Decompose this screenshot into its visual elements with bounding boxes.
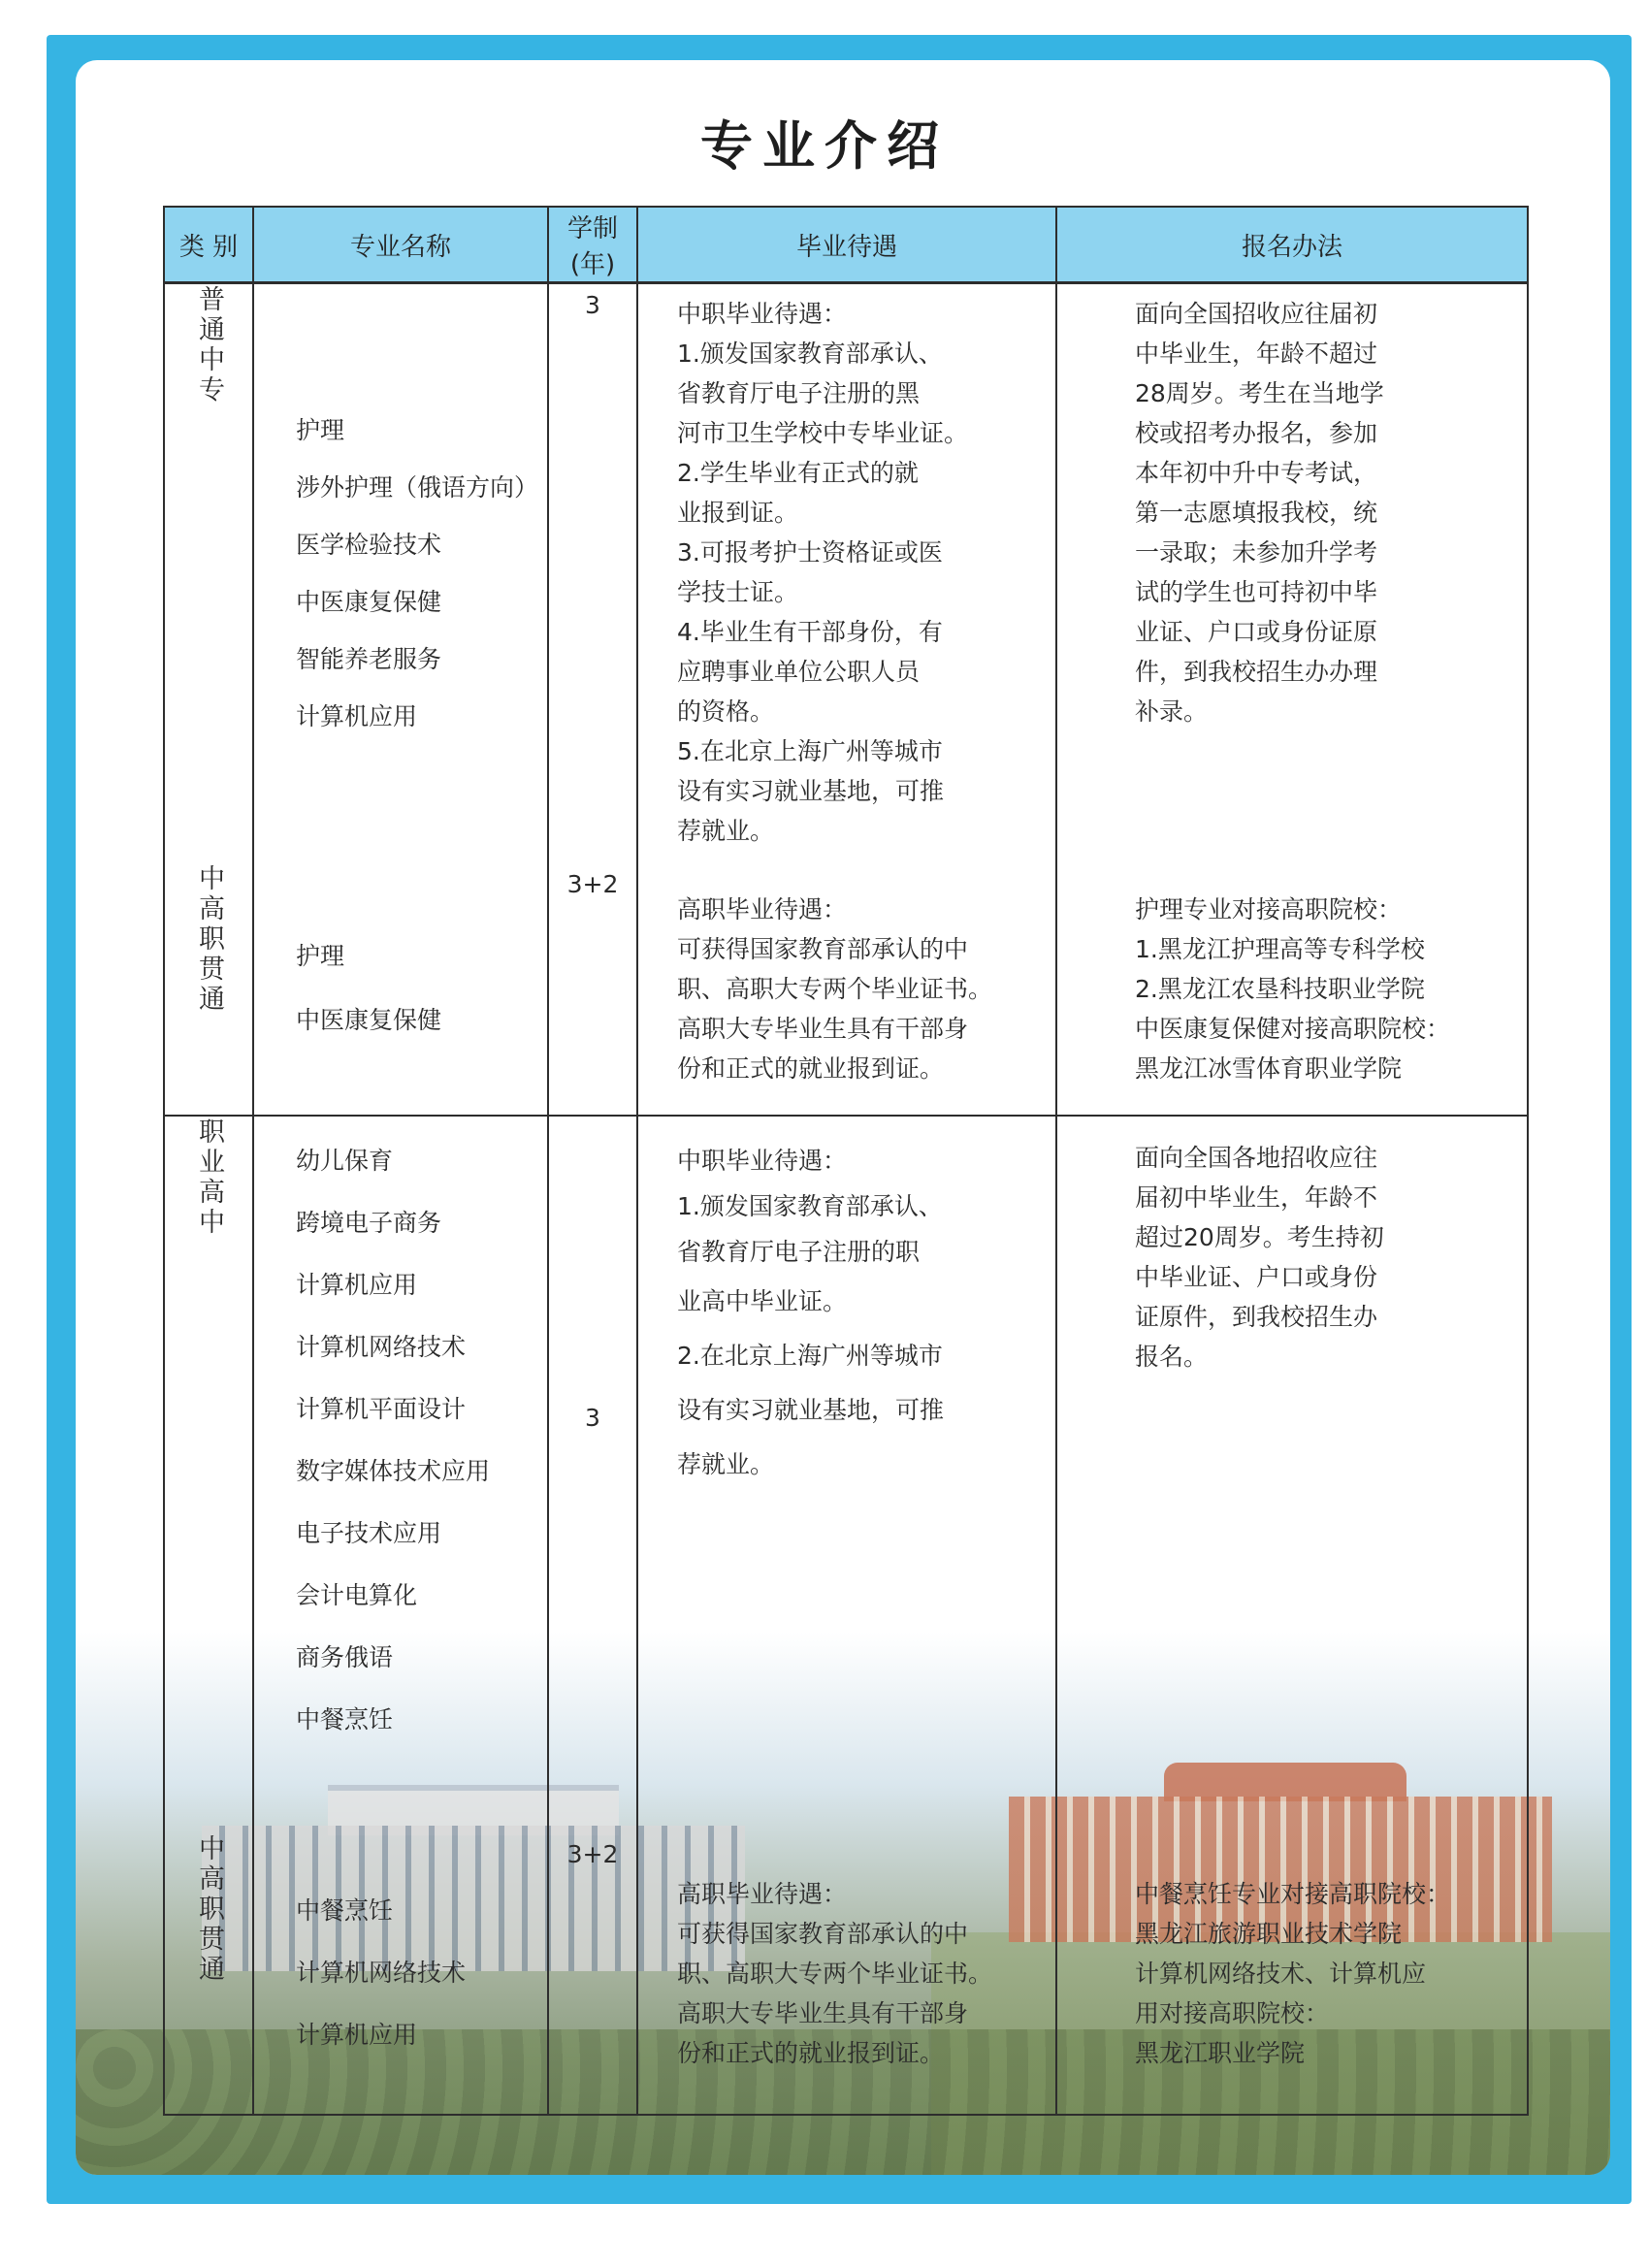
enrollment-line: 护理专业对接高职院校： <box>1135 894 1403 923</box>
enrollment-line: 2.黑龙江农垦科技职业学院 <box>1135 974 1425 1003</box>
list-item: 商务俄语 <box>296 1642 394 1671</box>
list-item: 智能养老服务 <box>296 645 442 674</box>
enrollment-line: 试的学生也可持初中毕 <box>1135 578 1378 606</box>
enrollment-cell <box>1056 283 1528 863</box>
major-list <box>255 402 546 745</box>
enrollment-line: 校或招考办报名，参加 <box>1135 419 1378 447</box>
benefit-line: 3.可报考护士资格证或医 <box>677 538 943 567</box>
benefits-cell <box>637 863 1056 1116</box>
enrollment-line: 中餐烹饪专业对接高职院校： <box>1135 1879 1451 1908</box>
benefit-line: 设有实习就业基地，可推 <box>677 777 945 805</box>
duration-cell: 3+2 <box>548 863 637 1116</box>
category-cell <box>164 1116 253 1833</box>
list-item: 计算机应用 <box>296 2021 418 2049</box>
benefit-line: 高职大专毕业生具有干部身 <box>677 1998 969 2027</box>
list-item: 涉外护理（俄语方向） <box>296 473 539 502</box>
enrollment-line: 黑龙江旅游职业技术学院 <box>1135 1919 1403 1948</box>
benefit-line: 可获得国家教育部承认的中 <box>677 934 969 963</box>
enrollment-line: 件，到我校招生办办理 <box>1135 658 1378 686</box>
benefit-line: 学技士证。 <box>677 578 799 606</box>
enrollment-line: 中医康复保健对接高职院校： <box>1135 1014 1451 1043</box>
benefit-line: 省教育厅电子注册的黑 <box>677 379 921 407</box>
header-duration: 学制(年) <box>548 207 637 283</box>
list-item: 护理 <box>296 942 345 970</box>
benefit-line: 设有实习就业基地，可推 <box>677 1395 945 1424</box>
list-item: 中医康复保健 <box>296 1006 442 1034</box>
list-item: 跨境电子商务 <box>296 1208 442 1237</box>
duration-cell: 3 <box>548 283 637 863</box>
benefit-line: 的资格。 <box>677 697 775 726</box>
benefit-line: 1.颁发国家教育部承认、 <box>677 1191 943 1220</box>
table-header-row <box>164 207 1528 283</box>
category-label: 普通中专 <box>194 285 224 405</box>
enrollment-line: 面向全国招收应往届初 <box>1135 300 1378 328</box>
majors-cell <box>253 1833 548 2115</box>
benefit-line: 4.毕业生有干部身份，有 <box>677 618 943 646</box>
majors-cell <box>253 863 548 1116</box>
benefit-line: 高职大专毕业生具有干部身 <box>677 1014 969 1043</box>
table-row <box>164 863 1528 1116</box>
header-category: 类 别 <box>164 207 253 283</box>
category-label: 中高职贯通 <box>194 863 224 1015</box>
list-item: 计算机应用 <box>296 702 418 731</box>
major-list <box>255 924 546 1053</box>
list-item: 医学检验技术 <box>296 531 442 560</box>
benefit-line: 可获得国家教育部承认的中 <box>677 1919 969 1948</box>
benefit-line: 职、高职大专两个毕业证书。 <box>677 974 993 1003</box>
enrollment-line: 黑龙江职业学院 <box>1135 2038 1306 2067</box>
enrollment-line: 一录取；未参加升学考 <box>1135 538 1378 567</box>
benefit-line: 份和正式的就业报到证。 <box>677 1053 945 1083</box>
benefit-line: 荐就业。 <box>677 817 775 845</box>
benefit-line: 5.在北京上海广州等城市 <box>677 737 943 765</box>
benefit-line: 应聘事业单位公职人员 <box>677 658 921 686</box>
enrollment-line: 1.黑龙江护理高等专科学校 <box>1135 934 1425 963</box>
enrollment-line: 中毕业证、户口或身份 <box>1135 1262 1378 1291</box>
enrollment-line: 第一志愿填报我校，统 <box>1135 499 1378 527</box>
list-item: 中餐烹饪 <box>296 1704 394 1733</box>
list-item: 数字媒体技术应用 <box>296 1456 491 1485</box>
enrollment-line: 证原件，到我校招生办 <box>1135 1302 1378 1331</box>
benefit-line: 省教育厅电子注册的职 <box>677 1237 921 1266</box>
enrollment-cell <box>1056 1833 1528 2115</box>
enrollment-cell <box>1056 1116 1528 1833</box>
benefits-cell <box>637 283 1056 863</box>
duration-cell: 3+2 <box>548 1833 637 2115</box>
benefits-cell <box>637 1116 1056 1833</box>
list-item: 中餐烹饪 <box>296 1896 394 1925</box>
enrollment-line: 超过20周岁。考生持初 <box>1135 1222 1384 1251</box>
page-title: 专业介绍 <box>700 114 949 177</box>
enrollment-line: 28周岁。考生在当地学 <box>1135 379 1384 407</box>
table-row <box>164 1116 1528 1833</box>
list-item: 中医康复保健 <box>296 588 442 617</box>
enrollment-line: 黑龙江冰雪体育职业学院 <box>1135 1053 1403 1083</box>
header-benefits: 毕业待遇 <box>637 207 1056 283</box>
category-cell <box>164 1833 253 2115</box>
enrollment-line: 用对接高职院校： <box>1135 1998 1330 2027</box>
enrollment-line: 中毕业生，年龄不超过 <box>1135 340 1378 368</box>
benefit-line: 中职毕业待遇： <box>677 1146 848 1175</box>
benefit-line: 荐就业。 <box>677 1449 775 1478</box>
benefit-line: 中职毕业待遇： <box>677 300 848 328</box>
list-item: 护理 <box>296 416 345 445</box>
header-enrollment: 报名办法 <box>1056 207 1528 283</box>
enrollment-line: 面向全国各地招收应往 <box>1135 1143 1378 1172</box>
list-item: 会计电算化 <box>296 1580 418 1609</box>
category-cell <box>164 283 253 863</box>
benefit-line: 2.学生毕业有正式的就 <box>677 459 919 487</box>
benefit-line: 业报到证。 <box>677 499 799 527</box>
majors-cell <box>253 283 548 863</box>
majors-cell <box>253 1116 548 1833</box>
benefit-line: 2.在北京上海广州等城市 <box>677 1341 943 1370</box>
enrollment-line: 业证、户口或身份证原 <box>1135 618 1378 646</box>
enrollment-line: 本年初中升中专考试， <box>1135 459 1378 487</box>
benefit-line: 高职毕业待遇： <box>677 1879 848 1908</box>
list-item: 计算机平面设计 <box>296 1394 467 1423</box>
majors-table <box>163 206 1529 2116</box>
list-item: 计算机应用 <box>296 1270 418 1299</box>
benefit-line: 业高中毕业证。 <box>677 1286 848 1315</box>
table-row <box>164 283 1528 863</box>
list-item: 电子技术应用 <box>296 1518 442 1547</box>
enrollment-line: 计算机网络技术、计算机应 <box>1135 1959 1427 1988</box>
enrollment-line: 届初中毕业生，年龄不 <box>1135 1183 1378 1212</box>
list-item: 计算机网络技术 <box>296 1959 467 1987</box>
list-item: 计算机网络技术 <box>296 1332 467 1361</box>
benefit-line: 职、高职大专两个毕业证书。 <box>677 1959 993 1988</box>
enrollment-line: 补录。 <box>1135 697 1209 726</box>
benefit-line: 河市卫生学校中专毕业证。 <box>677 419 969 447</box>
duration-cell: 3 <box>548 1116 637 1833</box>
benefit-line: 1.颁发国家教育部承认、 <box>677 340 943 368</box>
table-row <box>164 1833 1528 2115</box>
benefits-cell <box>637 1833 1056 2115</box>
major-list <box>255 1130 546 1751</box>
enrollment-cell <box>1056 863 1528 1116</box>
benefit-line: 份和正式的就业报到证。 <box>677 2038 945 2067</box>
category-label: 中高职贯通 <box>194 1833 224 1985</box>
benefit-line: 高职毕业待遇： <box>677 894 848 923</box>
enrollment-line: 报名。 <box>1135 1342 1209 1371</box>
category-label: 职业高中 <box>194 1117 224 1238</box>
major-list <box>255 1880 546 2066</box>
header-major-name: 专业名称 <box>253 207 548 283</box>
list-item: 幼儿保育 <box>296 1146 394 1175</box>
category-cell <box>164 863 253 1116</box>
